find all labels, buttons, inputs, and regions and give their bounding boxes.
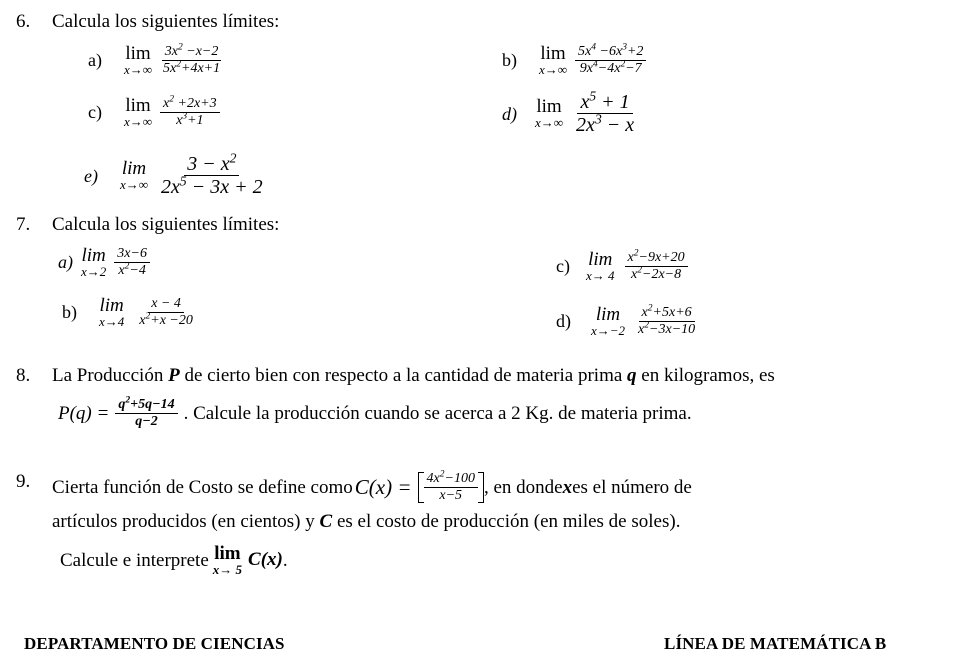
exercise-8-formula-lhs: P(q) = — [58, 402, 110, 424]
part-label-d: d) — [556, 311, 571, 332]
exercise-9-text-c: es el número de — [572, 477, 692, 498]
exercise-9-var-x: x — [562, 477, 573, 498]
fraction-numerator: $5x^4 -6x^3+2$ — [575, 45, 646, 61]
fraction — [114, 247, 150, 278]
exercise-6-part-b — [502, 44, 646, 77]
fraction-denominator: $5x^2+4x+1$ — [163, 59, 221, 76]
limit-operator — [591, 305, 625, 338]
part-label-c: c) — [556, 256, 570, 277]
limit-operator — [535, 97, 563, 130]
limit-subscript: x→∞ — [119, 177, 149, 193]
exercise-6-part-c — [88, 96, 220, 129]
exercise-7-prompt: Calcula los siguientes límites: — [52, 214, 280, 235]
fraction — [136, 297, 196, 328]
limit-operator — [539, 44, 567, 77]
part-label-a: a) — [58, 252, 73, 273]
exercise-8-var-q: q — [627, 365, 637, 386]
limit-operator — [120, 159, 148, 192]
fraction-numerator: $x^2+5x+6$ — [639, 306, 695, 322]
exercise-9-line-3 — [60, 544, 288, 577]
fraction-denominator: $x^3+1$ — [176, 111, 204, 128]
fraction-numerator: $3 - x^2$ — [184, 154, 239, 176]
fraction — [635, 303, 698, 337]
exercise-9-line3-b: . — [282, 549, 288, 571]
exercise-9-text-b: , en donde — [483, 477, 563, 498]
limit-lim-text: lim — [121, 158, 147, 180]
limit-lim-text: lim — [125, 43, 151, 64]
fraction — [115, 395, 177, 429]
part-label-a: a) — [88, 50, 102, 71]
exercise-9-formula-lhs: C(x) = — [354, 475, 412, 499]
fraction-numerator: $4x^2-100$ — [424, 472, 478, 488]
exercise-8-formula-row — [58, 395, 692, 429]
exercise-8-text-a: La Producción — [52, 365, 169, 386]
fraction — [575, 42, 646, 76]
exercise-8-text-b: de cierto bien con respecto a la cantidad de materia prima — [179, 365, 628, 386]
fraction-denominator: q−2 — [135, 414, 158, 429]
fraction-numerator: x − 4 — [148, 297, 184, 313]
limit-subscript: x→ 5 — [212, 561, 243, 577]
exercise-8-number: 8. — [16, 365, 31, 386]
fraction — [160, 94, 220, 128]
fraction — [573, 88, 637, 136]
fraction-denominator: $x^2-3x-10$ — [638, 320, 696, 337]
limit-operator — [586, 250, 615, 283]
exercise-8-line-1 — [52, 366, 775, 385]
limit-operator — [124, 44, 152, 77]
fraction — [625, 248, 688, 282]
exercise-6-number: 6. — [16, 11, 31, 32]
fraction-numerator: 3x−6 — [114, 247, 150, 263]
limit-lim-text: lim — [125, 95, 151, 116]
limit-lim-text: lim — [536, 96, 562, 118]
limit-operator — [124, 96, 152, 129]
limit-lim-text: lim — [595, 304, 621, 325]
limit-lim-text: lim — [540, 43, 566, 64]
exercise-8-var-p: P — [168, 365, 180, 386]
part-label-e: e) — [84, 165, 98, 186]
fraction-denominator: $2x^3 - x$ — [576, 111, 635, 136]
fraction-numerator: $x^2-9x+20$ — [625, 251, 688, 267]
fraction-numerator: $q^2+5q-14$ — [115, 398, 177, 414]
limit-subscript: x→4 — [99, 313, 125, 329]
fraction-denominator: $x^2-4$ — [118, 261, 146, 278]
fraction-denominator: $x^2+x -20$ — [139, 311, 193, 328]
limit-operator — [99, 296, 124, 329]
limit-subscript: x→−2 — [591, 322, 626, 338]
exercise-9-line3-a: Calcule e interprete — [60, 549, 209, 571]
limit-subscript: x→ 4 — [585, 267, 615, 283]
part-label-b: b) — [62, 302, 77, 323]
fraction-denominator: $9x^4-4x^2-7$ — [579, 59, 642, 76]
footer-left: DEPARTAMENTO DE CIENCIAS — [24, 634, 285, 653]
limit-lim-text: lim — [99, 295, 124, 316]
exercise-7-part-d — [556, 305, 698, 338]
part-label-c: c) — [88, 102, 102, 123]
fraction-numerator: $x^2 +2x+3$ — [160, 97, 220, 113]
part-label-d: d) — [502, 103, 517, 124]
exercise-6-part-e — [84, 150, 266, 198]
limit-subscript: x→∞ — [535, 115, 564, 131]
exercise-6-part-a — [88, 44, 223, 77]
exercise-9-text-a: Cierta función de Costo se define como — [52, 477, 353, 498]
bracketed-fraction — [418, 469, 484, 503]
limit-subscript: x→∞ — [123, 113, 153, 129]
exercise-6-prompt: Calcula los siguientes límites: — [52, 11, 280, 32]
exercise-9-number: 9. — [16, 471, 31, 492]
limit-subscript: x→∞ — [123, 61, 153, 77]
fraction — [158, 150, 266, 198]
fraction-denominator: x−5 — [439, 488, 463, 503]
part-label-b: b) — [502, 50, 517, 71]
exercise-7-part-b — [62, 296, 196, 329]
exercise-7-part-a — [58, 246, 150, 279]
exercise-9-function: C(x) — [248, 549, 283, 571]
limit-lim-text: lim — [588, 249, 613, 270]
exercise-8-line-2-tail: . Calcule la producción cuando se acerca a 2 Kg. de materia prima. — [183, 403, 692, 424]
limit-lim-text: lim — [214, 543, 241, 564]
exercise-9-var-c: C — [319, 511, 333, 532]
exercise-9-line2-a: artículos producidos (en cientos) y — [52, 511, 320, 532]
fraction-numerator: $x^5 + 1$ — [577, 92, 632, 114]
footer-right: LÍNEA DE MATEMÁTICA B — [664, 634, 887, 653]
fraction-numerator: $3x^2 -x-2$ — [162, 45, 222, 61]
exercise-8-text-c: en kilogramos, es — [636, 365, 775, 386]
exercise-9-line-2 — [52, 512, 680, 531]
limit-subscript: x→∞ — [539, 61, 568, 77]
fraction — [160, 42, 223, 76]
fraction-denominator: $2x^5 - 3x + 2$ — [161, 173, 263, 198]
exercise-7-number: 7. — [16, 214, 31, 235]
limit-lim-text: lim — [81, 245, 106, 266]
limit-operator — [213, 544, 242, 577]
exercise-7-part-c — [556, 250, 688, 283]
limit-subscript: x→2 — [81, 263, 107, 279]
fraction-denominator: $x^2-2x-8$ — [631, 265, 682, 282]
exercise-6-part-d — [502, 88, 637, 136]
fraction — [424, 469, 478, 503]
limit-operator — [81, 246, 106, 279]
exercise-9-line-1 — [52, 469, 692, 503]
exercise-9-line2-b: es el costo de producción (en miles de soles). — [332, 511, 681, 532]
